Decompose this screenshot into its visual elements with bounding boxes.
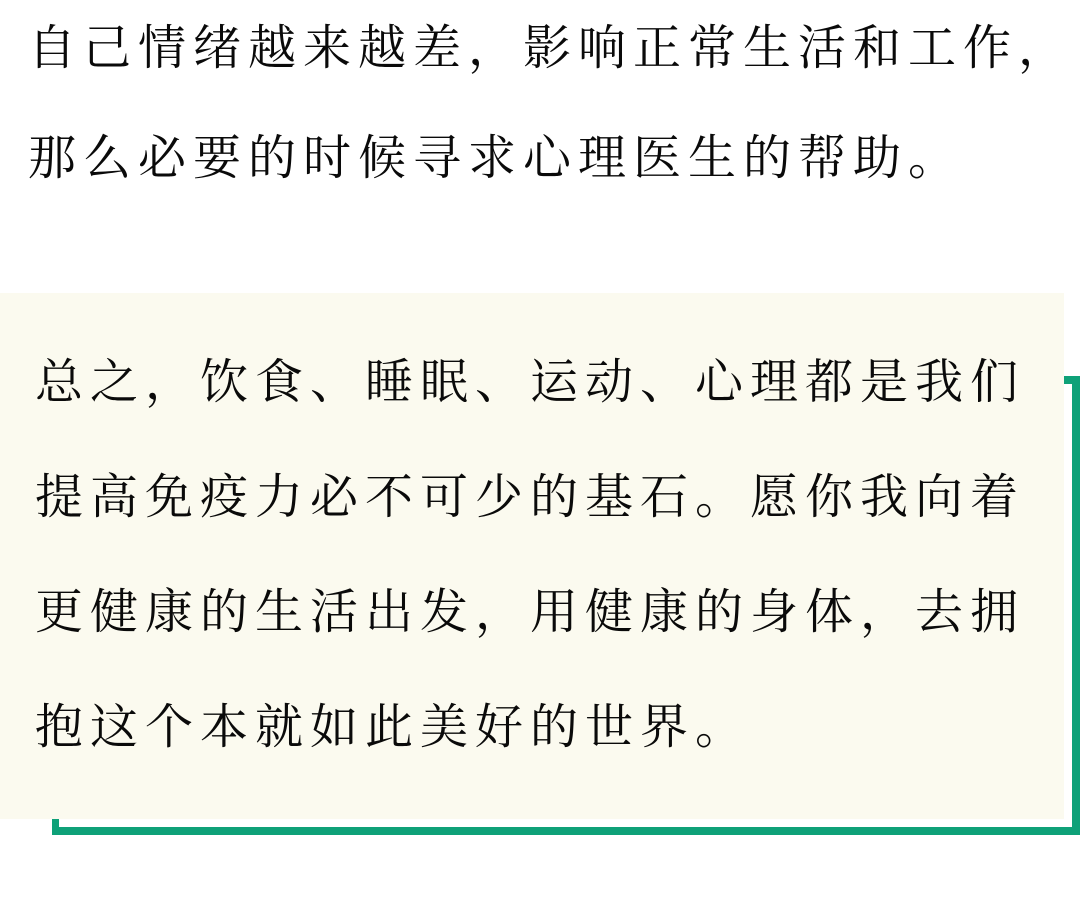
quote-box [0,293,1064,819]
quote-line-4: 抱这个本就如此美好的世界。 [35,701,751,754]
intro-line-1: 自己情绪越来越差，影响正常生活和工作， [28,22,1074,75]
quote-border-bottom-bar [52,827,1080,835]
intro-paragraph [28,0,1074,214]
quote-line-3: 更健康的生活出发，用健康的身体，去拥 [35,586,1026,639]
intro-line-2: 那么必要的时候寻求心理医生的帮助。 [28,132,964,185]
quote-paragraph [35,325,1045,785]
quote-line-2: 提高免疫力必不可少的基石。愿你我向着 [35,471,1026,524]
quote-border-left-stub [52,819,59,835]
quote-border-right-bar [1072,376,1080,835]
quote-line-1: 总之，饮食、睡眠、运动、心理都是我们 [35,356,1026,409]
quote-border-top-stub [1064,376,1072,384]
